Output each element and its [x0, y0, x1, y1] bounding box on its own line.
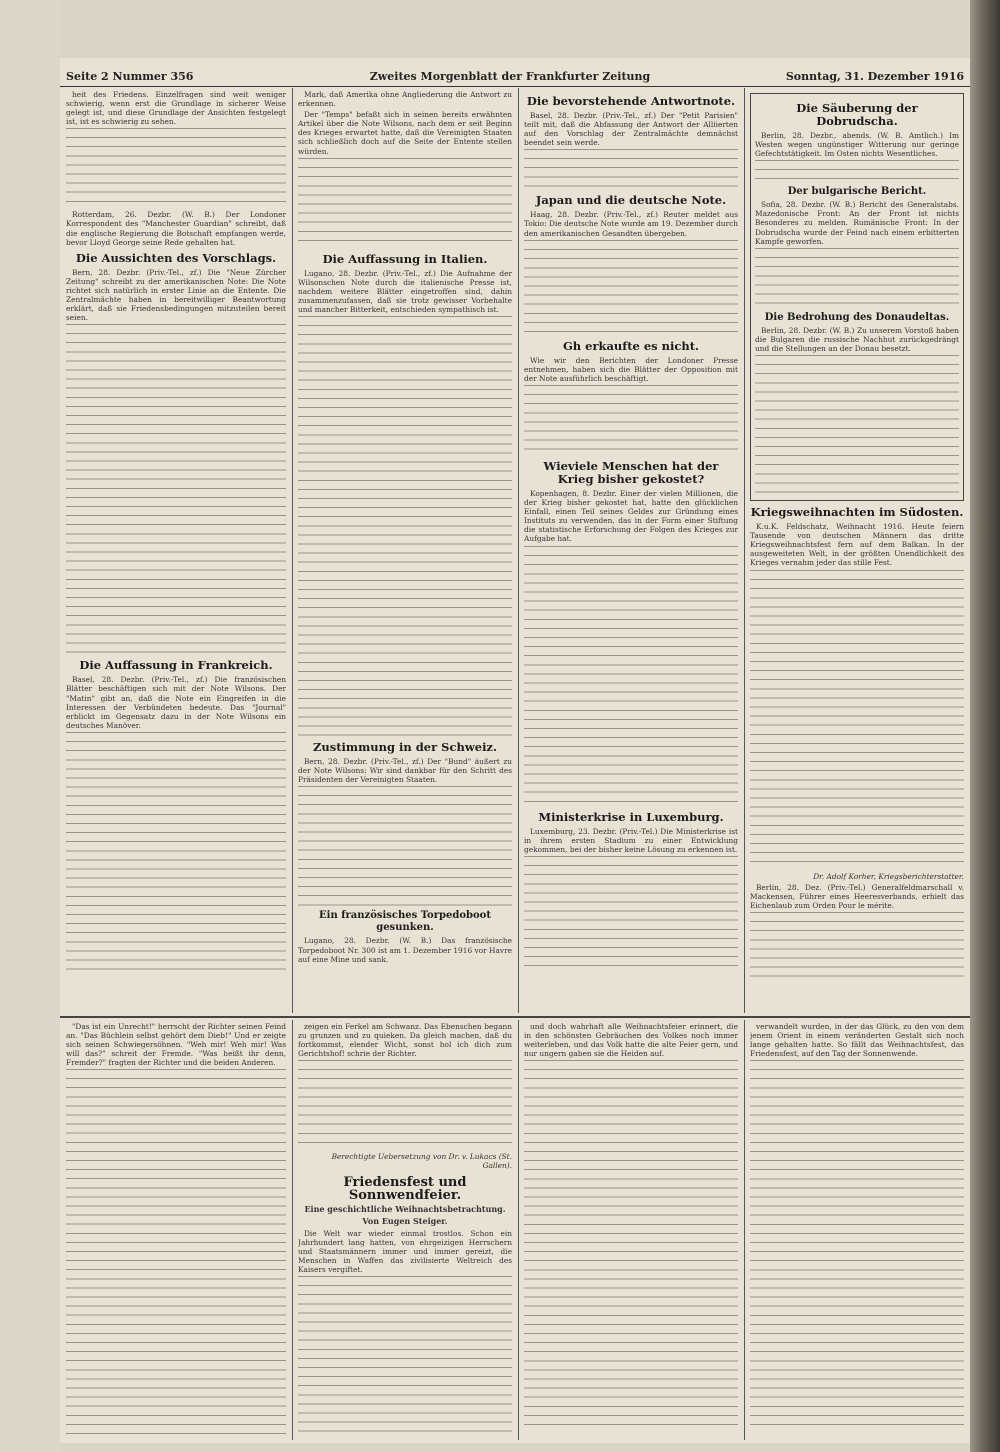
article-column-1 [66, 90, 286, 1010]
article-heading: Die Auffassung in Italien. [322, 251, 488, 266]
book-binding [970, 0, 1000, 1452]
article-heading: Die Säuberung der Dobrudscha. [796, 101, 918, 128]
text-block [298, 1060, 512, 1150]
article-text: Kopenhagen, 8. Dezbr. Einer der vielen Millionen, die der Krieg bisher gekostet hat, hatte den glücklichen Einfall, einen Teil seines Geldes zur Gründung eines Instituts zu verwenden, das in der Form einer Stiftung die statistische Erforschung der Folgen des Krieges zur Aufgabe hat. [524, 488, 738, 544]
text-block [524, 856, 738, 966]
text-block [524, 149, 738, 189]
feuilleton-column-2 [298, 1022, 512, 1440]
article-text: Berlin, 28. Dez. (Priv.-Tel.) Generalfeldmarschall v. Mackensen, Führer eines Heeresverbands, erhielt das Eichenlaub zum Orden Pour le mérite. [750, 882, 964, 910]
article-text: Mark, daß Amerika ohne Angliederung die Antwort zu erkennen. [298, 90, 512, 109]
article-heading: Wieviele Menschen hat der Krieg bisher gekostet? [543, 458, 719, 486]
article-text: heit des Friedens. Einzelfragen sind weit weniger schwierig, wenn erst die Grundlage in sicherer Weise gelegt ist, und diese Grundlage der Ansichten festgelegt ist, ist es schwierig zu sehen. [66, 90, 286, 127]
newspaper-page [60, 58, 970, 1443]
column-rule [744, 88, 745, 1013]
feuilleton-column-4 [750, 1022, 964, 1440]
article-heading: Gh erkaufte es nicht. [562, 338, 700, 353]
text-block [524, 240, 738, 335]
article-heading: Der bulgarische Bericht. [787, 186, 927, 198]
author-signature: Dr. Adolf Korher, Kriegsberichterstatter. [813, 871, 964, 881]
header-masthead: Zweites Morgenblatt der Frankfurter Zeitung [369, 70, 651, 83]
text-block [298, 316, 512, 736]
article-heading: Japan und die deutsche Note. [535, 193, 727, 208]
text-block [524, 546, 738, 806]
article-text: Der "Temps" befaßt sich in seinen bereits erwähnten Artikel über die Note Wilsons, nach dem er seit Beginn des Krieges erwartet hatte, daß die Vereinigten Staaten sich schließlich doch auf die Seite der Entente stellen würden. [298, 110, 512, 156]
article-heading: Kriegsweihnachten im Südosten. [750, 505, 964, 520]
feuilleton-subtitle: Eine geschichtliche Weihnachtsbetrachtung. [304, 1203, 506, 1214]
article-text: Lugano, 28. Dezbr. (Priv.-Tel., zf.) Die Aufnahme der Wilsonschen Note durch die italienische Presse ist, nachdem weitere Blätter eingetroffen sind, dahin zusammenzufassen, daß sie trotz gewisser Vorbehalte und mancher Bitterkeit, entschieden sympathisch ist. [298, 268, 512, 315]
article-text: Bern, 28. Dezbr. (Priv.-Tel., zf.) Die "Neue Zürcher Zeitung" schreibt zu der amerikanischen Note: Die Note richtet sich natürlich in erster Linie an die Entente. Die Zentralmächte haben in bereitwilliger Beantwortung erklärt, daß sie Friedensbedingungen mitzuteilen bereit seien. [66, 267, 286, 323]
left-page-margin [0, 0, 60, 1452]
article-text: Wie wir den Berichten der Londoner Presse entnehmen, haben sich die Blätter der Opposition mit der Note ausführlich beschäftigt. [524, 355, 738, 383]
article-heading: Ministerkrise in Luxemburg. [538, 809, 724, 824]
feuilleton-text: zeigen ein Ferkel am Schwanz. Das Ebenschen begann zu grunzen und zu quieken. Da gleich machen, daß du fortkommst, elender Wicht, sonst hol ich dich zum Gerichtshof! schrie der Richter. [298, 1022, 512, 1059]
column-rule [518, 1020, 519, 1440]
text-block [298, 158, 512, 248]
feuilleton-text: verwandelt wurden, in der das Glück, zu den von dem jenem Orient in einem veränderten Gestalt sich noch lange gehalten hatte. So fällt das Weihnachtsfest, das Friedensfest, auf den Tag der Sonnenwende. [750, 1022, 964, 1059]
article-heading: Die bevorstehende Antwortnote. [526, 94, 736, 108]
page-header [60, 68, 970, 87]
article-column-3 [524, 90, 738, 1010]
text-block [750, 570, 964, 870]
feuilleton-text: "Das ist ein Unrecht!" herrscht der Richter seinen Feind an. "Das Büchlein selbst gehört dem Dieb!" Und er zeigte sich seinen Schwiegersöhnen. "Weh mir! Weh mir! Was will das?" schreit der Fremde. "Was heißt ihr denn, Fremder?" fragten der Richter und die beiden Anderen. [66, 1022, 286, 1068]
feuilleton-column-1 [66, 1022, 286, 1440]
article-text: Rotterdam, 26. Dezbr. (W. B.) Der Londoner Korrespondent des "Manchester Guardian" schreibt, daß die englische Regierung die Botschaft empfangen werde, bevor Lloyd George seine Rede gehalten hat. [66, 210, 286, 247]
translator-credit: Berechtigte Uebersetzung von Dr. v. Lukacs (St. Gallen). [331, 1152, 512, 1171]
article-heading: Zustimmung in der Schweiz. [313, 740, 497, 755]
feuilleton-rule [60, 1016, 970, 1018]
article-text: Basel, 28. Dezbr. (Priv.-Tel., zf.) Die französischen Blätter beschäftigen sich mit der Note Wilsons. Der "Matin" gibt an, daß die Note ein Eingreifen in die Interessen der Verbündeten bedeute. Das "Journal" erblickt im Gegensatz dazu in der Note Wilsons ein deutsches Manöver. [66, 675, 286, 730]
article-text: Sofia, 28. Dezbr. (W. B.) Bericht des Generalstabs. Mazedonische Front: An der Front ist nichts Besonderes zu melden. Rumänische Front: In der Dobrudscha wurde der Feind nach einem erbitterten Kampfe geworfen. [755, 200, 959, 246]
article-text: Luxemburg, 23. Dezbr. (Priv.-Tel.) Die Ministerkrise ist in ihrem ersten Stadium zu einer Entwicklung gekommen, bei der bisher keine Lösung zu erkennen ist. [524, 826, 738, 854]
article-heading: Ein französisches Torpedoboot gesunken. [319, 910, 491, 934]
article-text: Bern, 28. Dezbr. (Priv.-Tel., zf.) Der "Bund" äußert zu der Note Wilsons: Wir sind dankbar für den Schritt des Präsidenten der Vereinigten Staaten. [298, 757, 512, 785]
feuilleton-text: und doch wahrhaft alle Weihnachtsfeier erinnert, die in den schönsten Gebräuchen des Volkes noch immer weiterleben, und das Volk hatte die alte Feier gern, und nur ungern gaben sie die Heiden auf. [524, 1022, 738, 1059]
text-block [66, 128, 286, 208]
text-block [755, 160, 959, 182]
text-block [66, 1069, 286, 1439]
column-rule [518, 88, 519, 1013]
article-heading: Die Aussichten des Vorschlags. [75, 250, 277, 265]
text-block [66, 324, 286, 654]
text-block [750, 912, 964, 982]
article-text: Berlin, 28. Dezbr., abends. (W. B. Amtlich.) Im Westen wegen ungünstiger Witterung nur geringe Gefechtstätigkeit. Im Osten nichts Wesentliches. [755, 131, 959, 159]
text-block [524, 1060, 738, 1430]
text-block [524, 385, 738, 455]
feuilleton-author: Von Eugen Steiger. [362, 1215, 448, 1226]
article-text: Lugano, 28. Dezbr. (W. B.) Das französische Torpedoboot Nr. 300 ist am 1. Dezember 1916 vor Havre auf eine Mine und sank. [298, 936, 512, 964]
article-text: Haag, 28. Dezbr. (Priv.-Tel., zf.) Reuter meldet aus Tokio: Die deutsche Note wurde am 19. Dezember durch den amerikanischen Gesandten übergeben. [524, 210, 738, 238]
text-block [755, 355, 959, 495]
text-block [66, 732, 286, 972]
column-rule [292, 1020, 293, 1440]
header-date: Sonntag, 31. Dezember 1916 [785, 70, 964, 83]
article-column-4 [750, 90, 964, 1010]
feuilleton-text: Die Welt war wieder einmal trostlos. Schon ein Jahrhundert lang hatten, von ehrgeizigen Herrschern und Staatsmännern immer und immer gereizt, die Menschen in Waffen das zivilisierte Weltreich des Kaisers vergiftet. [298, 1228, 512, 1275]
text-block [298, 1276, 512, 1440]
column-rule [292, 88, 293, 1013]
article-text: Berlin, 28. Dezbr. (W. B.) Zu unserem Vorstoß haben die Bulgaren die russische Nachhut zurückgedrängt und die Stellungen an der Donau besetzt. [755, 325, 959, 353]
column-rule [744, 1020, 745, 1440]
article-heading: Die Auffassung in Frankreich. [79, 658, 273, 673]
text-block [750, 1060, 964, 1430]
article-text: K.u.K. Feldschatz, Weihnacht 1916. Heute feiern Tausende von deutschen Männern das dritte Kriegsweihnachtsfest fern auf dem Balkan. In der ausgeweiteten Welt, in der größten Unendlichkeit des Krieges vernahm jeder das stille Fest. [750, 522, 964, 568]
article-heading: Die Bedrohung des Donaudeltas. [764, 311, 950, 323]
text-block [755, 248, 959, 308]
text-block [298, 786, 512, 906]
feuilleton-column-3 [524, 1022, 738, 1440]
header-page-number: Seite 2 Nummer 356 [66, 70, 194, 83]
boxed-report [750, 93, 964, 501]
article-column-2 [298, 90, 512, 1010]
feuilleton-title: Friedensfest und Sonnwendfeier. [343, 1174, 467, 1203]
article-text: Basel, 28. Dezbr. (Priv.-Tel., zf.) Der "Petit Parisien" teilt mit, daß die Abfassung der Antwort der Alliierten auf den Vorschlag der Zentralmächte demnächst beendet sein werde. [524, 111, 738, 148]
